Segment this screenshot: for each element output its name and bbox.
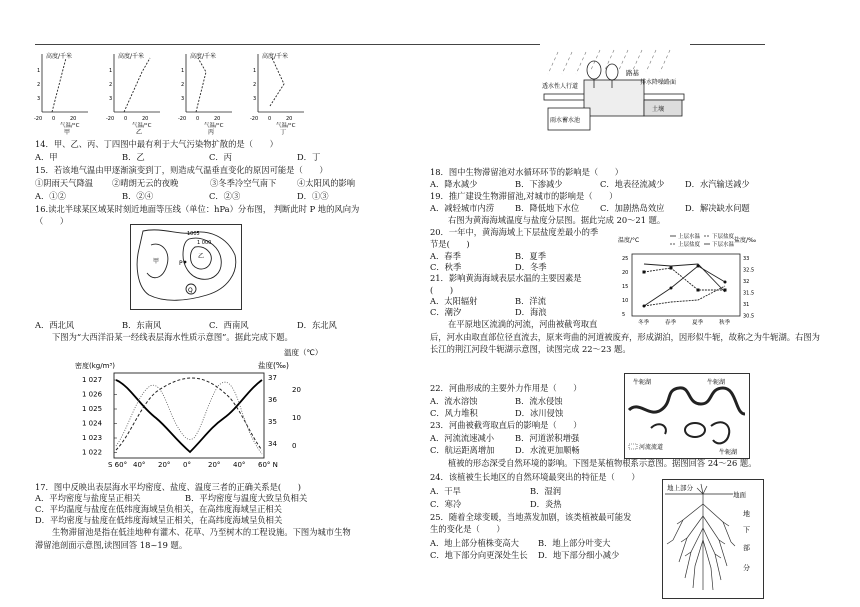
series-lower-sal	[644, 264, 725, 292]
legend-upper-sal: 上层盐度	[678, 242, 701, 248]
plant-root-diagram	[662, 479, 764, 599]
temp-graph-xtick: -20	[250, 116, 259, 122]
legend-upper-temp: 上层水温	[678, 234, 701, 240]
q16-option-b[interactable]: B．东南风	[122, 320, 162, 330]
temp-graph-name: 甲	[64, 129, 71, 136]
temp-graph-xtick: 20	[70, 116, 77, 122]
ocean-x-tick: 40°	[133, 461, 146, 469]
q25-stem-2: 生的变化是（ ）	[430, 524, 505, 534]
q14-option-b[interactable]: B．乙	[122, 152, 145, 162]
yellow-left-tick: 10	[622, 298, 629, 304]
q18-option-d[interactable]: D．水汽输送减少	[685, 179, 750, 189]
temp-graph-name: 丁	[280, 129, 287, 136]
temp-graph-1	[34, 52, 88, 136]
diagram-label-roadbed: 路基	[626, 69, 639, 77]
oxbow-map-drawing	[625, 374, 749, 458]
q15-option-c[interactable]: C．②③	[209, 191, 241, 201]
ocean-temperature-curve	[116, 378, 262, 450]
q25-option-d[interactable]: D．地下部分细小减少	[538, 550, 620, 560]
yellow-left-tick: 20	[622, 270, 629, 276]
q22-option-c[interactable]: C．风力堆积	[430, 408, 478, 418]
q14-option-d[interactable]: D．丁	[297, 152, 321, 162]
q23-option-b[interactable]: B．河道淤积增强	[515, 433, 580, 443]
ocean-salinity-tick: 37	[268, 374, 277, 382]
temp-profile-line	[270, 58, 284, 106]
q17-option-c-text: C．平均温度与盐度在低纬度海域呈负相关	[35, 504, 191, 514]
q20-stem-2: 节是( )	[430, 239, 470, 249]
temp-graph-xtick: 0	[268, 116, 272, 122]
atlantic-intro: 下图为“大西洋沿某一经线表层海水性质示意图”。据此完成下题。	[52, 332, 293, 342]
q15-item-3: ③冬季冷空气南下	[210, 178, 277, 188]
q19-stem: 19．推广建设生物滞留池,对城市的影响是（ ）	[430, 191, 618, 201]
q21-option-d[interactable]: D．海浪	[515, 307, 547, 317]
q25-stem: 25．随着全球变暖，当地蒸发加剧，该类植被最可能发	[430, 512, 632, 522]
diagram-label-sidewalk: 透水性人行道	[542, 83, 579, 90]
temp-graph-xtick: 0	[52, 116, 56, 122]
series-upper-temp	[644, 266, 725, 306]
ocean-density-tick: 1 023	[82, 434, 103, 442]
plant-label-below-2: 下	[743, 526, 750, 534]
q14-stem: 14．甲、乙、丙、丁四图中最有利于大气污染物扩散的是（ ）	[35, 139, 278, 149]
q17-option-b[interactable]: B．平均密度与温度大致呈负相关	[185, 493, 308, 503]
temp-graph-ytick: 2	[181, 82, 185, 88]
q19-option-b[interactable]: B．降低地下水位	[515, 203, 580, 213]
temp-profile-line	[124, 58, 150, 112]
bioretention-intro-1: 生物滞留池是指在低洼地种有灌木、花草、乃至树木的工程设施。下图为城市生物	[52, 527, 351, 537]
bioretention-intro-2: 滞留池剖面示意图,读图回答 18~19 题。	[35, 540, 188, 550]
temp-graph-xtick: -20	[34, 116, 43, 122]
yellow-right-tick: 32	[743, 279, 750, 285]
temp-graph-ytick: 2	[253, 82, 257, 88]
yellow-x-tick: 秋季	[719, 320, 731, 326]
oxbow-label-3: 牛轭湖	[719, 449, 738, 456]
temp-profile-line	[52, 58, 66, 112]
ocean-temp-tick: 20	[292, 386, 301, 394]
q20-option-b[interactable]: B．夏季	[515, 251, 546, 261]
temp-profile-line	[196, 58, 206, 112]
q20-option-c[interactable]: C．秋季	[430, 262, 462, 272]
q22-option-d[interactable]: D．冰川侵蚀	[515, 408, 564, 418]
q15-option-a[interactable]: A．①②	[35, 191, 66, 201]
temp-graph-ytick: 2	[109, 82, 113, 88]
river-para-3-text: 意图，读图完成 22～23 题。	[521, 344, 631, 354]
q17-option-c[interactable]	[35, 504, 282, 514]
river-para-2-text: 后，河水由取直部位径直流去，原来弯曲的河道被废弃，形成湖泊，因形似牛轭，故称之为牛轭湖。右图为长江的荆江河段牛轭湖示	[430, 332, 820, 354]
ocean-density-label: 密度(kg/m³)	[75, 362, 115, 370]
q21-stem: 21．影响黄海海域表层水温的主要因素是	[430, 273, 582, 283]
q16-option-c[interactable]: C．西南风	[209, 320, 249, 330]
q25-option-a[interactable]: A．地上部分植株变高大	[430, 538, 519, 548]
ocean-salinity-tick: 34	[268, 440, 277, 448]
ocean-temp-label: 温度（℃）	[284, 348, 323, 357]
q22-stem: 22．河曲形成的主要外力作用是（ ）	[430, 383, 582, 393]
q15-item-1: ①阴雨天气降温	[35, 178, 94, 188]
isobar-label-p: P	[179, 260, 183, 267]
ocean-density-tick: 1 022	[82, 448, 103, 457]
temp-graph-ytick: 3	[253, 96, 257, 102]
temp-graph-ylabel: 高度/千米	[190, 53, 217, 60]
ocean-salinity-label: 盐度(‰)	[258, 361, 289, 370]
ocean-density-tick: 1 027	[82, 376, 103, 384]
temp-graph-ylabel: 高度/千米	[46, 53, 73, 60]
q23-stem: 23．河曲被截弯取直后的影响是（ ）	[430, 420, 582, 430]
isobar-label-jia: 甲	[153, 258, 160, 265]
ocean-density-tick: 1 026	[82, 390, 103, 399]
q16-option-a[interactable]: A．西北风	[35, 320, 75, 330]
isobar-label-1000: 1 000	[197, 240, 212, 246]
bioretention-diagram	[540, 48, 690, 140]
q15-item-2: ②晴朗无云的夜晚	[112, 178, 179, 188]
yellow-right-tick: 32.5	[743, 267, 755, 274]
q19-option-a[interactable]: A．减轻城市内涝	[430, 203, 495, 213]
q24-option-a[interactable]: A．干旱	[430, 486, 461, 496]
q20-stem: 20．一年中，黄海海域上下层盐度差最小的季	[430, 227, 599, 237]
yellow-x-tick: 夏季	[692, 320, 704, 326]
temp-graph-ytick: 1	[253, 68, 257, 74]
oxbow-legend-channel: 河流流道	[639, 444, 664, 451]
q24-stem: 24．该植被生长地区的自然环境最突出的特征是（ ）	[430, 472, 640, 482]
ocean-x-tick: 60° N	[258, 461, 278, 469]
temp-graph-ytick: 3	[109, 96, 113, 102]
temp-graph-xtick: 20	[286, 116, 293, 122]
series-lower-temp	[644, 286, 725, 306]
q19-option-c[interactable]: C．加剧热岛效应	[600, 203, 665, 213]
q20-option-d[interactable]: D．冬季	[515, 262, 547, 272]
temp-graph-xtick: 0	[124, 116, 128, 122]
ocean-x-tick: 20°	[158, 461, 171, 469]
q15-stem: 15．若该地气温由甲逐渐演变到丁，则造成气温垂直变化的原因可能是（ ）	[35, 165, 328, 175]
q24-option-b[interactable]: B．湿润	[530, 486, 561, 496]
yellow-right-label: 盐度/‰	[734, 237, 757, 244]
temp-graph-xtick: 0	[196, 116, 200, 122]
yellow-right-tick: 31.5	[743, 290, 755, 297]
q21-stem-2: ( )	[430, 285, 454, 295]
q17-option-d[interactable]: D．平均密度与盐度在低纬度海域呈正相关，在高纬度海域呈负相关	[35, 515, 283, 525]
temp-graph-xlabel: 气温/°C	[276, 123, 296, 129]
yellow-left-tick: 5	[622, 312, 626, 318]
temp-graph-ytick: 3	[181, 96, 185, 102]
yellow-sea-intro: 右图为黄海海域温度与盐度分层图。据此完成 20～21 题。	[448, 215, 666, 225]
yellow-left-label: 温度/°C	[618, 237, 640, 244]
top-rule-right	[690, 44, 765, 45]
temp-graph-ytick: 1	[37, 68, 41, 74]
q24-option-d[interactable]: D．炎热	[530, 499, 562, 509]
temperature-altitude-graphs	[30, 50, 320, 136]
temp-graph-xtick: -20	[106, 116, 115, 122]
temp-graph-xtick: 20	[142, 116, 149, 122]
ocean-temp-tick: 10	[292, 414, 301, 422]
q15-option-b[interactable]: B．②④	[122, 191, 153, 201]
temp-graph-ylabel: 高度/千米	[262, 53, 289, 60]
plant-root-drawing	[663, 480, 763, 598]
plant-label-below-3: 部	[743, 544, 750, 552]
isobar-label-q: Q	[188, 287, 193, 294]
q20-option-a[interactable]: A．春季	[430, 251, 461, 261]
ocean-density-tick: 1 024	[82, 419, 103, 428]
temp-graph-3	[178, 52, 232, 136]
q14-option-a[interactable]: A．甲	[35, 152, 58, 162]
q16-option-d[interactable]: D．东北风	[297, 320, 337, 330]
q17-option-c-text2: ，在高纬度海域呈正相关	[190, 504, 282, 514]
q22-option-b[interactable]: B．流水侵蚀	[515, 396, 563, 406]
q21-option-a[interactable]: A．太阳辐射	[430, 296, 478, 306]
ocean-salinity-tick: 35	[268, 418, 277, 426]
yellow-right-tick: 30.5	[743, 313, 755, 320]
q23-option-d[interactable]: D．水流更加顺畅	[515, 445, 580, 455]
ocean-temp-tick: 0	[292, 442, 297, 450]
ocean-salinity-curve	[116, 382, 262, 454]
ocean-x-tick: 20°	[208, 461, 221, 469]
q25-option-b[interactable]: B．地上部分叶变大	[538, 538, 611, 548]
q14-option-c[interactable]: C．丙	[209, 152, 232, 162]
temp-graph-ytick: 1	[109, 68, 113, 74]
temp-graph-ytick: 2	[37, 82, 41, 88]
top-rule-left	[35, 44, 540, 45]
temp-graph-xtick: 20	[214, 116, 221, 122]
yellow-left-tick: 25	[622, 256, 629, 262]
q18-option-c[interactable]: C．地表径流减少	[600, 179, 665, 189]
river-para-1: 在平原地区流淌的河流，河曲被截弯取直	[448, 319, 598, 329]
q25-option-c[interactable]: C．地下部分向更深处生长	[430, 550, 528, 560]
temp-graph-xlabel: 气温/°C	[204, 123, 224, 129]
temp-graph-2	[106, 52, 160, 136]
q17-option-a[interactable]: A．平均密度与盐度呈正相关	[35, 493, 141, 503]
diagram-label-tank: 雨水蓄水池	[550, 117, 581, 124]
temp-graph-ylabel: 高度/千米	[118, 53, 145, 60]
q23-option-c[interactable]: C．航运距离增加	[430, 445, 495, 455]
ocean-x-tick: 0°	[183, 461, 191, 469]
temp-graph-4	[250, 52, 304, 136]
q21-option-b[interactable]: B．洋流	[515, 296, 546, 306]
plant-label-ground: 地面	[733, 491, 746, 499]
ocean-salinity-tick: 36	[268, 396, 277, 404]
q17-stem: 17．图中反映出表层海水平均密度、盐度、温度三者的正确关系是( )	[35, 482, 301, 492]
temp-graph-name: 乙	[136, 129, 143, 136]
yellow-sea-chart	[610, 228, 770, 330]
oxbow-label-2: 牛轭湖	[707, 379, 726, 386]
temp-graph-name: 丙	[208, 129, 215, 136]
isobar-map-drawing	[131, 225, 241, 309]
ocean-x-tick: S 60°	[108, 461, 128, 469]
q18-option-a[interactable]: A．降水减少	[430, 179, 478, 189]
temp-graph-xlabel: 气温/°C	[60, 123, 80, 129]
q19-option-d[interactable]: D．解决缺水问题	[685, 203, 750, 213]
temp-graph-ytick: 3	[37, 96, 41, 102]
plant-label-below-1: 地	[743, 510, 750, 518]
oxbow-label-1: 牛轭湖	[633, 379, 652, 386]
ocean-density-tick: 1 025	[82, 405, 103, 413]
plant-intro: 植被的形态深受自然环境的影响。下图是某植物根系示意图。据图回答 24～26 题。	[448, 458, 757, 468]
legend-lower-temp: 下层水温	[712, 242, 735, 248]
q24-option-c[interactable]: C．寒冷	[430, 499, 462, 509]
diagram-label-soil: 土壤	[652, 106, 665, 113]
oxbow-map	[624, 373, 750, 459]
q15-item-4: ④太阳风的影响	[297, 178, 356, 188]
isobar-label-yi: 乙	[198, 253, 205, 260]
yellow-x-tick: 春季	[665, 320, 677, 326]
yellow-x-tick: 冬季	[638, 320, 650, 326]
legend-lower-sal: 下层盐度	[712, 234, 735, 240]
temp-graph-xtick: -20	[178, 116, 187, 122]
diagram-label-road: 排水降噪路面	[640, 79, 677, 86]
q15-option-d[interactable]: D．①③	[297, 191, 329, 201]
q18-option-b[interactable]: B．下渗减少	[515, 179, 563, 189]
q23-option-a[interactable]: A．河流流速减小	[430, 433, 495, 443]
q18-stem: 18．图中生物滞留池对水循环环节的影响是（ ）	[430, 167, 624, 177]
q22-option-a[interactable]: A．流水溶蚀	[430, 396, 478, 406]
yellow-left-tick: 15	[622, 284, 629, 290]
atlantic-ocean-chart	[70, 346, 340, 470]
yellow-right-tick: 31	[743, 302, 750, 308]
isobar-label-1005: 1005	[187, 231, 200, 237]
ocean-x-tick: 40°	[233, 461, 246, 469]
isobar-map	[130, 224, 242, 310]
river-para-2	[430, 331, 825, 355]
yellow-right-tick: 33	[743, 256, 750, 262]
q21-option-c[interactable]: C．潮汐	[430, 307, 462, 317]
plant-label-below-4: 分	[743, 564, 750, 572]
q16-stem: 16.读北半球某区域某时刻近地面等压线（单位：hPa）分布图， 判断此时 P 地的风向为	[35, 204, 360, 214]
temp-graph-ytick: 1	[181, 68, 185, 74]
temp-graph-xlabel: 气温/°C	[132, 123, 152, 129]
q16-stem-paren: （ ）	[35, 216, 69, 226]
plant-label-above: 地上部分	[667, 484, 693, 492]
